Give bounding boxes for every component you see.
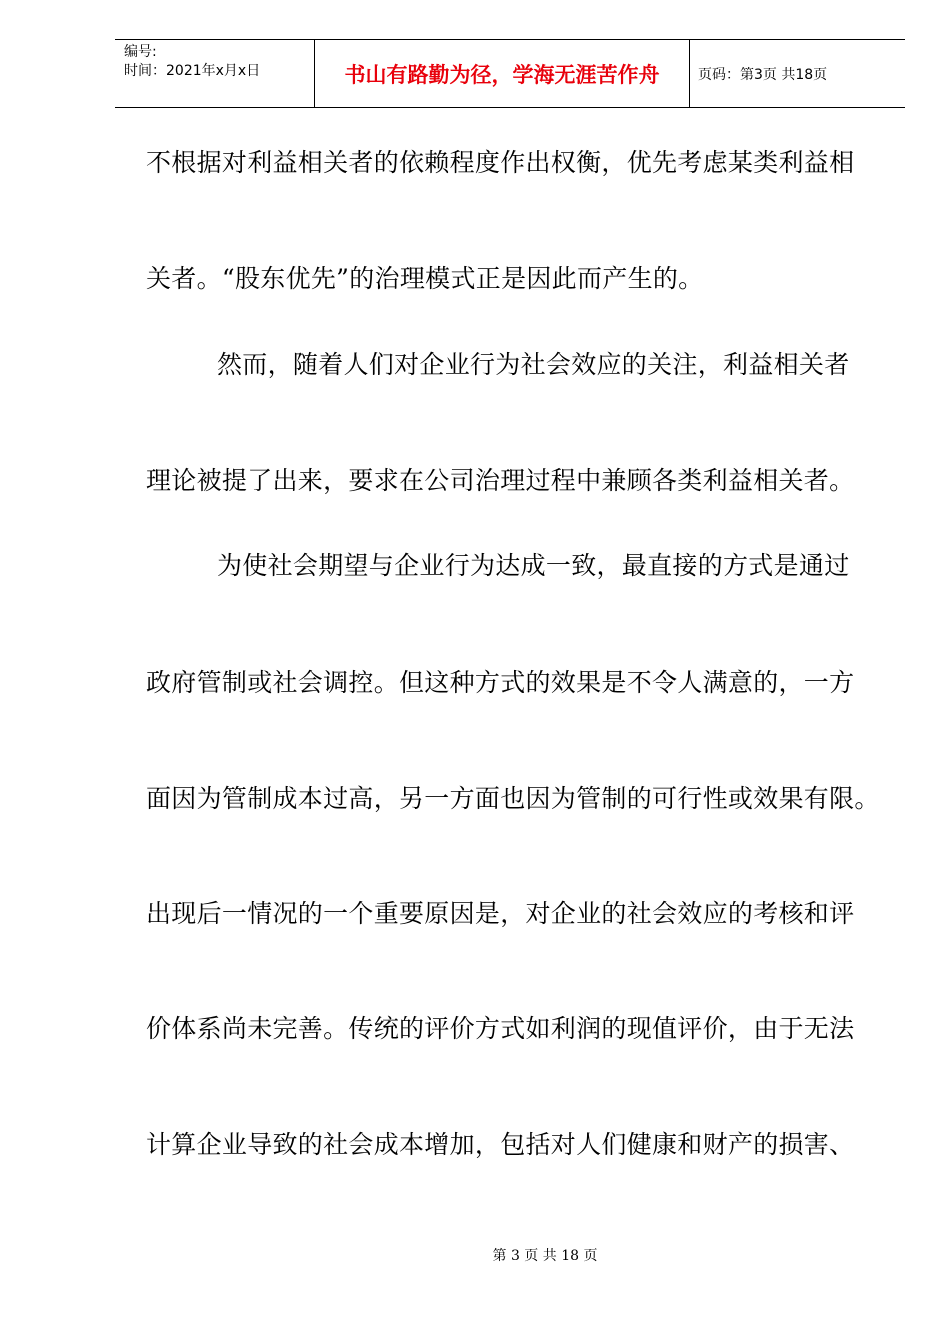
document-header bbox=[115, 39, 905, 108]
document-number-label: 编号: bbox=[124, 44, 157, 60]
body-line: 关者。“股东优先”的治理模式正是因此而产生的。 bbox=[146, 264, 704, 293]
header-page-cell bbox=[690, 40, 905, 107]
body-line: 出现后一情况的一个重要原因是，对企业的社会效应的考核和评 bbox=[146, 899, 855, 928]
body-line: 价体系尚未完善。传统的评价方式如利润的现值评价，由于无法 bbox=[146, 1014, 855, 1043]
body-line: 不根据对利益相关者的依赖程度作出权衡，优先考虑某类利益相 bbox=[146, 148, 855, 177]
body-line: 为使社会期望与企业行为达成一致，最直接的方式是通过 bbox=[217, 551, 850, 580]
body-line: 理论被提了出来，要求在公司治理过程中兼顾各类利益相关者。 bbox=[146, 466, 855, 495]
header-page-info: 页码：第3页 共18页 bbox=[698, 67, 828, 83]
body-line: 面因为管制成本过高，另一方面也因为管制的可行性或效果有限。 bbox=[146, 784, 880, 813]
document-time-label: 时间：2021年x月x日 bbox=[124, 63, 261, 79]
body-line: 计算企业导致的社会成本增加，包括对人们健康和财产的损害、 bbox=[146, 1130, 855, 1159]
body-line: 然而，随着人们对企业行为社会效应的关注，利益相关者 bbox=[217, 350, 850, 379]
body-line: 政府管制或社会调控。但这种方式的效果是不令人满意的，一方 bbox=[146, 668, 855, 697]
header-motto-cell bbox=[315, 40, 690, 107]
header-motto: 书山有路勤为径，学海无涯苦作舟 bbox=[344, 63, 660, 87]
page-footer-text: 第 3 页 共 18 页 bbox=[492, 1248, 598, 1264]
page-footer bbox=[0, 1247, 950, 1265]
header-meta-cell bbox=[115, 40, 315, 107]
